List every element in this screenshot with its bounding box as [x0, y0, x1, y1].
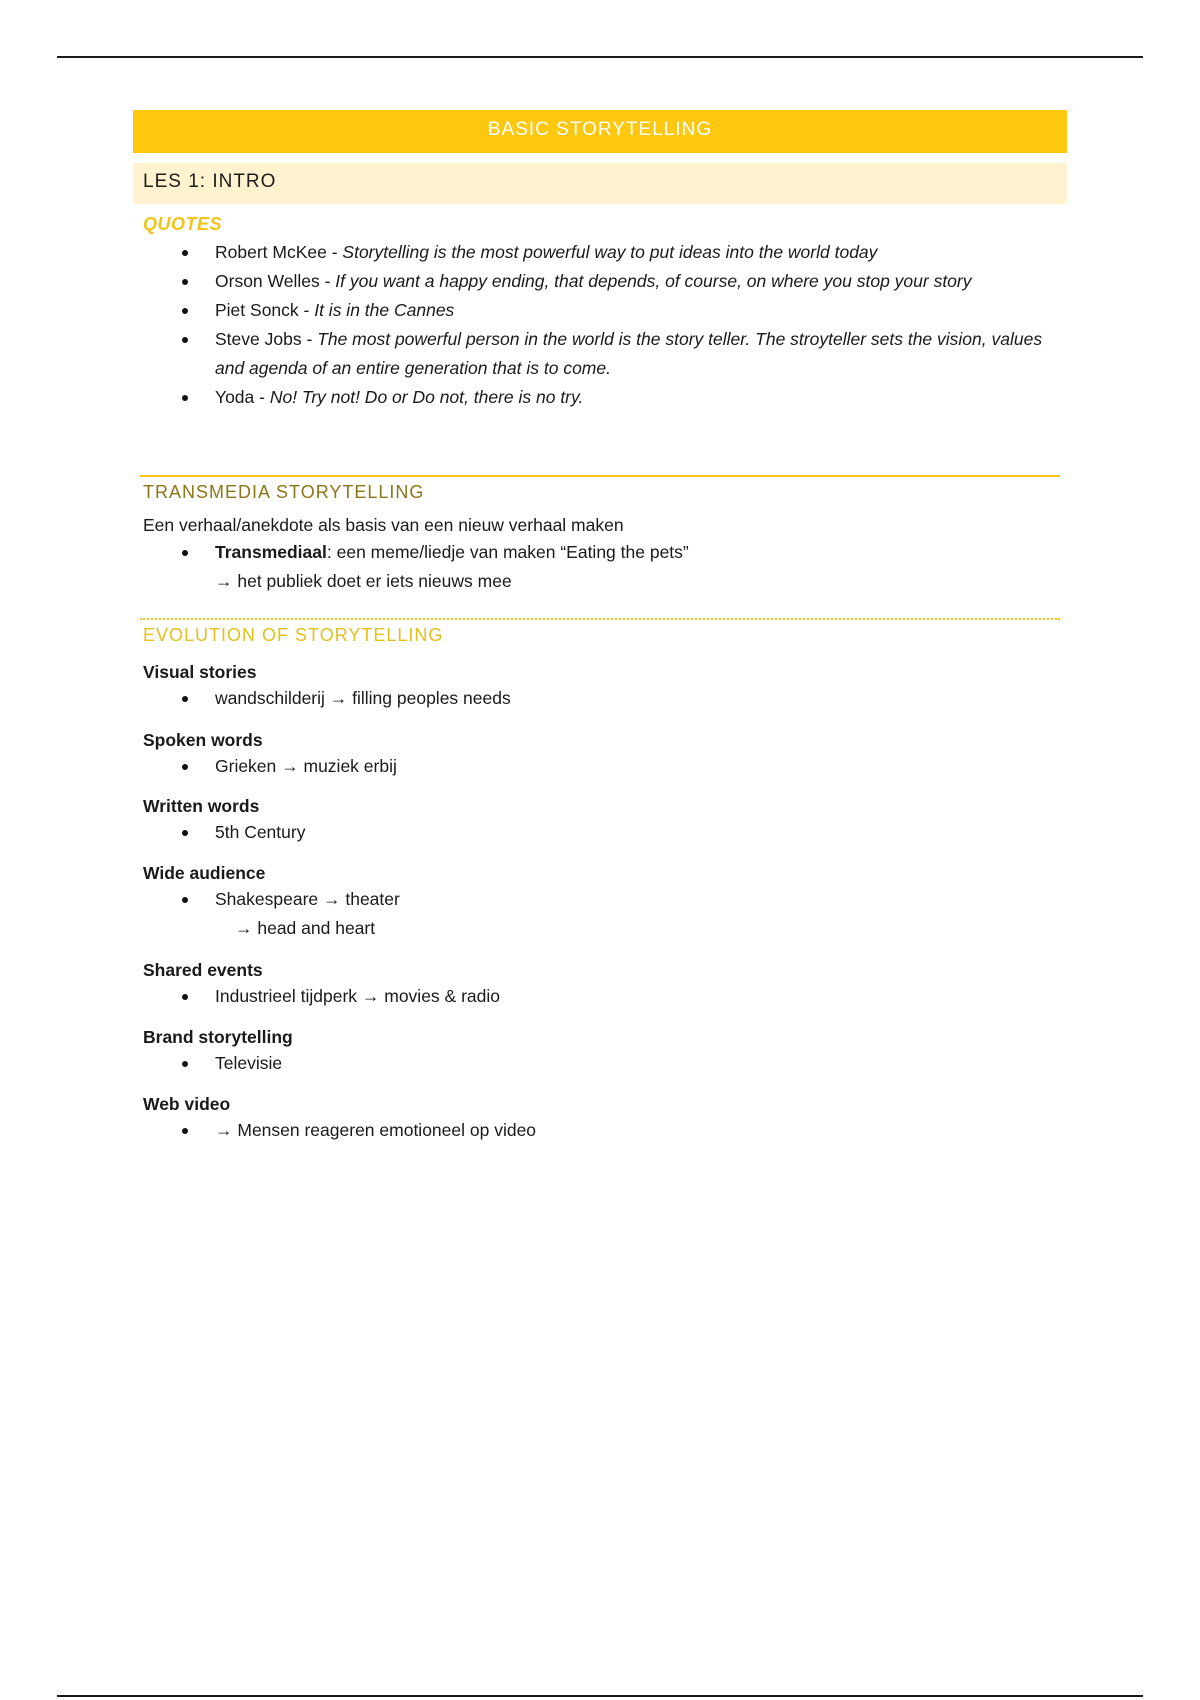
- list-item-text: Grieken → muziek erbij: [215, 756, 397, 776]
- subheading: Written words: [143, 796, 260, 816]
- quote-author: Orson Welles -: [215, 271, 336, 291]
- transmedia-definition: : een meme/liedje van maken “Eating the pets”: [326, 542, 689, 562]
- bullet-list: [133, 1049, 1067, 1078]
- dotted-divider: [140, 618, 1060, 620]
- lesson-heading: LES 1: INTRO: [133, 163, 1067, 204]
- list-item-subtext: → head and heart: [235, 918, 376, 938]
- bullet-icon: [182, 250, 188, 256]
- list-item: [133, 383, 1067, 412]
- bullet-icon: [182, 897, 188, 903]
- list-item: [133, 538, 1067, 596]
- subheading: Web video: [143, 1094, 231, 1114]
- transmedia-note: → het publiek doet er iets nieuws mee: [215, 571, 512, 591]
- transmedia-intro: Een verhaal/anekdote als basis van een nieuw verhaal maken: [143, 515, 624, 535]
- quote-author: Steve Jobs -: [215, 329, 318, 349]
- transmedia-list: [133, 538, 1067, 596]
- quote-author: Robert McKee -: [215, 242, 343, 262]
- bullet-list: [133, 982, 1067, 1011]
- quotes-heading: QUOTES: [143, 214, 223, 234]
- list-item-text: → Mensen reageren emotioneel op video: [215, 1120, 537, 1140]
- quote-author: Yoda -: [215, 387, 270, 407]
- quote-text: It is in the Cannes: [314, 300, 455, 320]
- list-item: [133, 238, 1067, 267]
- list-item: [133, 325, 1067, 383]
- list-item: [133, 982, 1067, 1011]
- quote-text: If you want a happy ending, that depends, of course, on where you stop your story: [335, 271, 972, 291]
- bullet-icon: [182, 395, 188, 401]
- bullet-list: [133, 752, 1067, 781]
- bullet-list: [133, 885, 1067, 943]
- list-item: [133, 1049, 1067, 1078]
- list-item: [133, 818, 1067, 847]
- subheading: Wide audience: [143, 863, 266, 883]
- bullet-icon: [182, 279, 188, 285]
- bullet-icon: [182, 830, 188, 836]
- quote-text: The most powerful person in the world is the story teller. The stroyteller sets the vision, values and agenda of an entire generation that is to come.: [215, 329, 1043, 378]
- document-page: [133, 110, 1067, 1145]
- list-item: [133, 684, 1067, 713]
- bullet-icon: [182, 994, 188, 1000]
- list-item-text: Shakespeare → theater: [215, 889, 400, 909]
- subheading: Spoken words: [143, 730, 263, 750]
- bullet-icon: [182, 337, 188, 343]
- bullet-icon: [182, 1128, 188, 1134]
- bullet-icon: [182, 764, 188, 770]
- list-item-text: Industrieel tijdperk → movies & radio: [215, 986, 500, 1006]
- list-item: [133, 752, 1067, 781]
- quote-author: Piet Sonck -: [215, 300, 315, 320]
- bullet-list: [133, 684, 1067, 713]
- document-title: BASIC STORYTELLING: [133, 110, 1067, 153]
- bullet-icon: [182, 696, 188, 702]
- bullet-list: [133, 818, 1067, 847]
- subheading: Visual stories: [143, 662, 257, 682]
- list-item-text: 5th Century: [215, 822, 306, 842]
- quote-text: Storytelling is the most powerful way to put ideas into the world today: [342, 242, 878, 262]
- section-divider: [140, 475, 1060, 477]
- bullet-list: [133, 1116, 1067, 1145]
- list-item-text: wandschilderij → filling peoples needs: [215, 688, 511, 708]
- list-item: [133, 885, 1067, 943]
- page-bottom-rule: [57, 1695, 1143, 1697]
- transmedia-term: Transmediaal: [215, 542, 327, 562]
- quotes-list: [133, 238, 1067, 412]
- list-item-text: Televisie: [215, 1053, 283, 1073]
- list-item: [133, 267, 1067, 296]
- bullet-icon: [182, 550, 188, 556]
- quote-text: No! Try not! Do or Do not, there is no try.: [269, 387, 584, 407]
- list-item: [133, 1116, 1067, 1145]
- bullet-icon: [182, 308, 188, 314]
- transmedia-heading: TRANSMEDIA STORYTELLING: [143, 482, 425, 502]
- evolution-heading: EVOLUTION OF STORYTELLING: [143, 625, 444, 645]
- list-item: [133, 296, 1067, 325]
- subheading: Shared events: [143, 960, 263, 980]
- page-top-rule: [57, 56, 1143, 58]
- bullet-icon: [182, 1061, 188, 1067]
- subheading: Brand storytelling: [143, 1027, 293, 1047]
